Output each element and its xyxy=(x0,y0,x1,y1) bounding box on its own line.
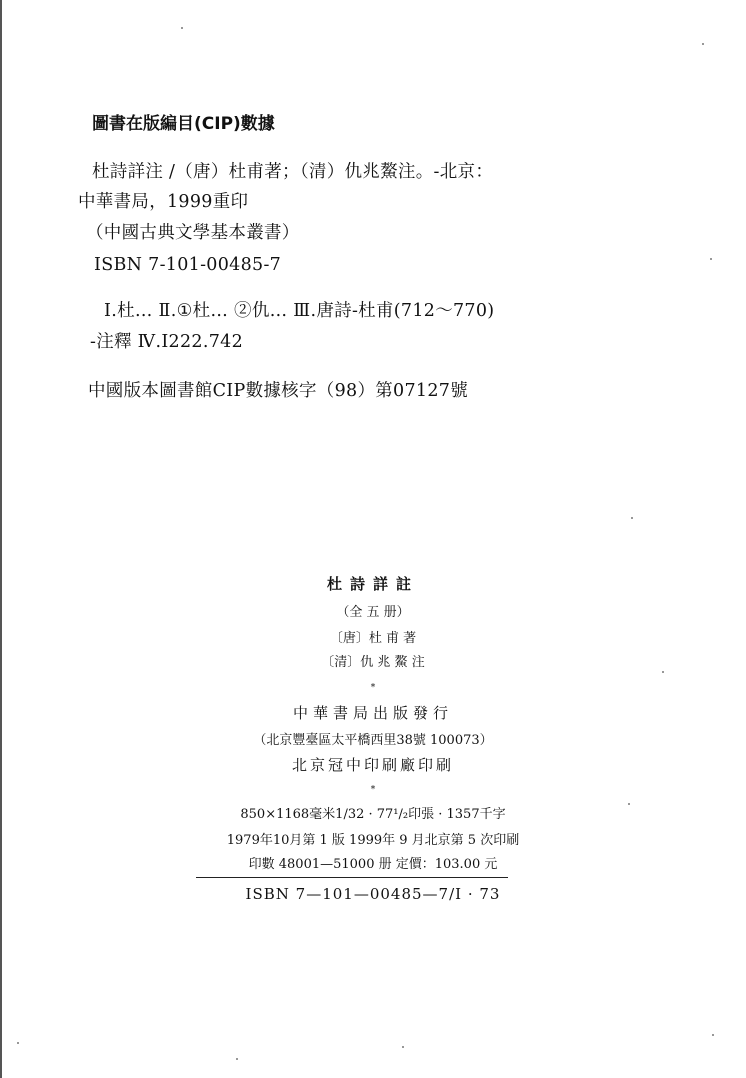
print-run-and-price: 印數 48001—51000 册 定價：103.00 元 xyxy=(248,857,498,872)
cip-classification-line: -注釋 Ⅳ.I222.742 xyxy=(90,332,244,352)
scan-speck xyxy=(702,43,704,45)
cip-isbn-line: ISBN 7-101-00485-7 xyxy=(94,255,282,275)
book-title: 杜詩詳註 xyxy=(326,575,419,593)
scan-speck xyxy=(17,1042,19,1044)
annotator-line: 〔清〕仇 兆 鰲 注 xyxy=(321,655,425,670)
cip-publisher-line: 中華書局，1999重印 xyxy=(78,192,249,212)
scan-speck xyxy=(236,1058,238,1060)
publisher-address: （北京豐臺區太平橋西里38號 100073） xyxy=(253,733,493,748)
cip-subject-line: Ⅰ.杜… Ⅱ.①杜… ②仇… Ⅲ.唐詩-杜甫(712～770) xyxy=(104,301,495,321)
cip-series-line: （中國古典文學基本叢書） xyxy=(86,223,300,243)
separator-star-2: * xyxy=(370,785,376,795)
scan-speck xyxy=(402,1046,404,1048)
scan-speck xyxy=(181,27,183,29)
separator-star: * xyxy=(370,683,376,693)
format-specs: 850×1168毫米1/32 · 77¹/₂印張 · 1357千字 xyxy=(240,807,506,822)
volume-count: （全 五 册） xyxy=(336,605,410,620)
cip-heading: 圖書在版編目(CIP)數據 xyxy=(92,114,275,134)
scan-speck xyxy=(712,1034,714,1036)
scan-speck xyxy=(631,517,633,519)
author-line: 〔唐〕杜 甫 著 xyxy=(329,631,417,646)
colophon-isbn: ISBN 7—101—00485—7/I · 73 xyxy=(245,885,501,903)
scan-speck xyxy=(662,671,664,673)
publisher-line: 中華書局出版發行 xyxy=(292,704,453,722)
edition-info: 1979年10月第 1 版 1999年 9 月北京第 5 次印刷 xyxy=(226,833,520,848)
cip-title-line: 杜詩詳注 /（唐）杜甫著；（清）仇兆鰲注。-北京： xyxy=(92,162,494,182)
page-edge xyxy=(0,0,2,1078)
scan-speck xyxy=(710,258,712,260)
scan-speck xyxy=(628,803,630,805)
printer-line: 北京冠中印刷廠印刷 xyxy=(291,756,454,774)
colophon-rule xyxy=(196,877,508,878)
cip-record-number: 中國版本圖書館CIP數據核字（98）第07127號 xyxy=(88,381,469,401)
